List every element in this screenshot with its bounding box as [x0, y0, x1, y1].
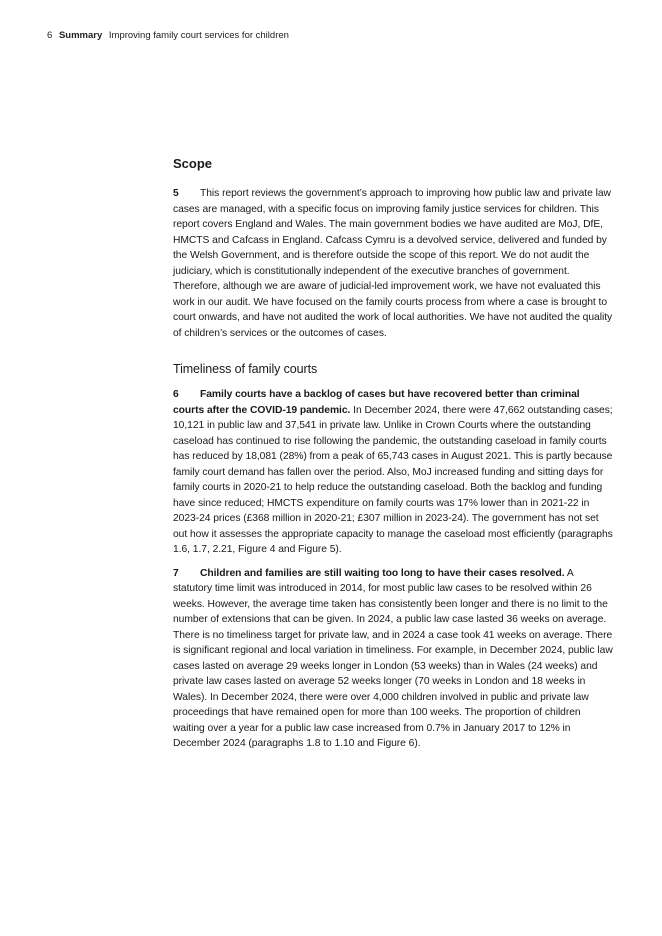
- paragraph-5: [173, 186, 613, 341]
- paragraph-text: In December 2024, there were 47,662 outstanding cases; 10,121 in public law and 37,541 in private law. Unlike in Crown Courts where the outstanding caseload has continued to rise following the pandemic, the outstanding caseload in family courts has reduced by 18,081 (28%) from a peak of 65,743 cases in August 2021. This is partly because family court demand has fallen over the period. Also, MoJ increased funding and sitting days for family courts in 2020-21 to help reduce the outstanding caseload. Both the backlog and funding have since reduced; HMCTS expenditure on family courts was 17% lower than in 2021-22 in 2023-24 prices (£368 million in 2020-21; £307 million in 2023-24). The government has not set out how it assesses the appropriate capacity to manage the caseload most efficiently (paragraphs 1.6, 1.7, 2.21, Figure 4 and Figure 5).: [173, 404, 613, 555]
- paragraph-number: 7: [173, 567, 179, 579]
- paragraph-lead: Children and families are still waiting too long to have their cases resolved.: [200, 567, 565, 579]
- running-header: [47, 30, 289, 42]
- paragraph-number: 5: [173, 188, 179, 199]
- timeliness-heading: Timeliness of family courts: [173, 362, 318, 376]
- section-label: Summary: [58, 30, 103, 41]
- paragraph-text: This report reviews the government’s approach to improving how public law and private law cases are managed, with a specific focus on improving family justice services for children. This report covers England and Wales. The main government bodies we have audited are MoJ, DfE, HMCTS and Cafcass in England. Cafcass Cymru is a devolved service, delivered and funded by the Welsh Government, and is therefore outside the scope of this report. We do not audit the judiciary, which is constitutionally independent of the executive branches of government. Therefore, although we are aware of judicial-led improvement work, we have not evaluated this work in our audit. We have focused on the family courts process from where a case is brought to court onwards, and have not audited the work of local authorities. We have not audited the quality of children’s services or the outcomes of cases.: [173, 188, 613, 339]
- paragraph-6: [173, 387, 613, 558]
- scope-heading: Scope: [173, 156, 213, 171]
- paragraph-text: A statutory time limit was introduced in 2014, for most public law cases to be resolved within 26 weeks. However, the average time taken has consistently been longer and there is no limit to the number of extensions that can be given. In 2024, a public law case lasted 36 weeks on average. There is no timeliness target for private law, and in 2024 a case took 41 weeks on average. There is significant regional and local variation in timeliness. For example, in December 2024, public law cases lasted on average 29 weeks longer in London (53 weeks) than in Wales (24 weeks) and private law cases lasted on average 52 weeks longer (70 weeks in London and 18 weeks in Wales). In December 2024, there were over 4,000 children involved in public and private law proceedings that have remained open for more than 100 weeks. The proportion of children waiting over a year for a public law case increased from 0.7% in January 2017 to 12% in December 2024 (paragraphs 1.8 to 1.10 and Figure 6).: [173, 567, 613, 749]
- report-body: [173, 156, 613, 752]
- report-title: Improving family court services for children: [108, 30, 289, 41]
- page-number: 6: [47, 30, 53, 41]
- paragraph-number: 6: [173, 389, 179, 400]
- paragraph-lead: Family courts have a backlog of cases but have recovered better than criminal courts after the COVID-19 pandemic.: [173, 389, 580, 416]
- paragraph-7: [173, 566, 613, 752]
